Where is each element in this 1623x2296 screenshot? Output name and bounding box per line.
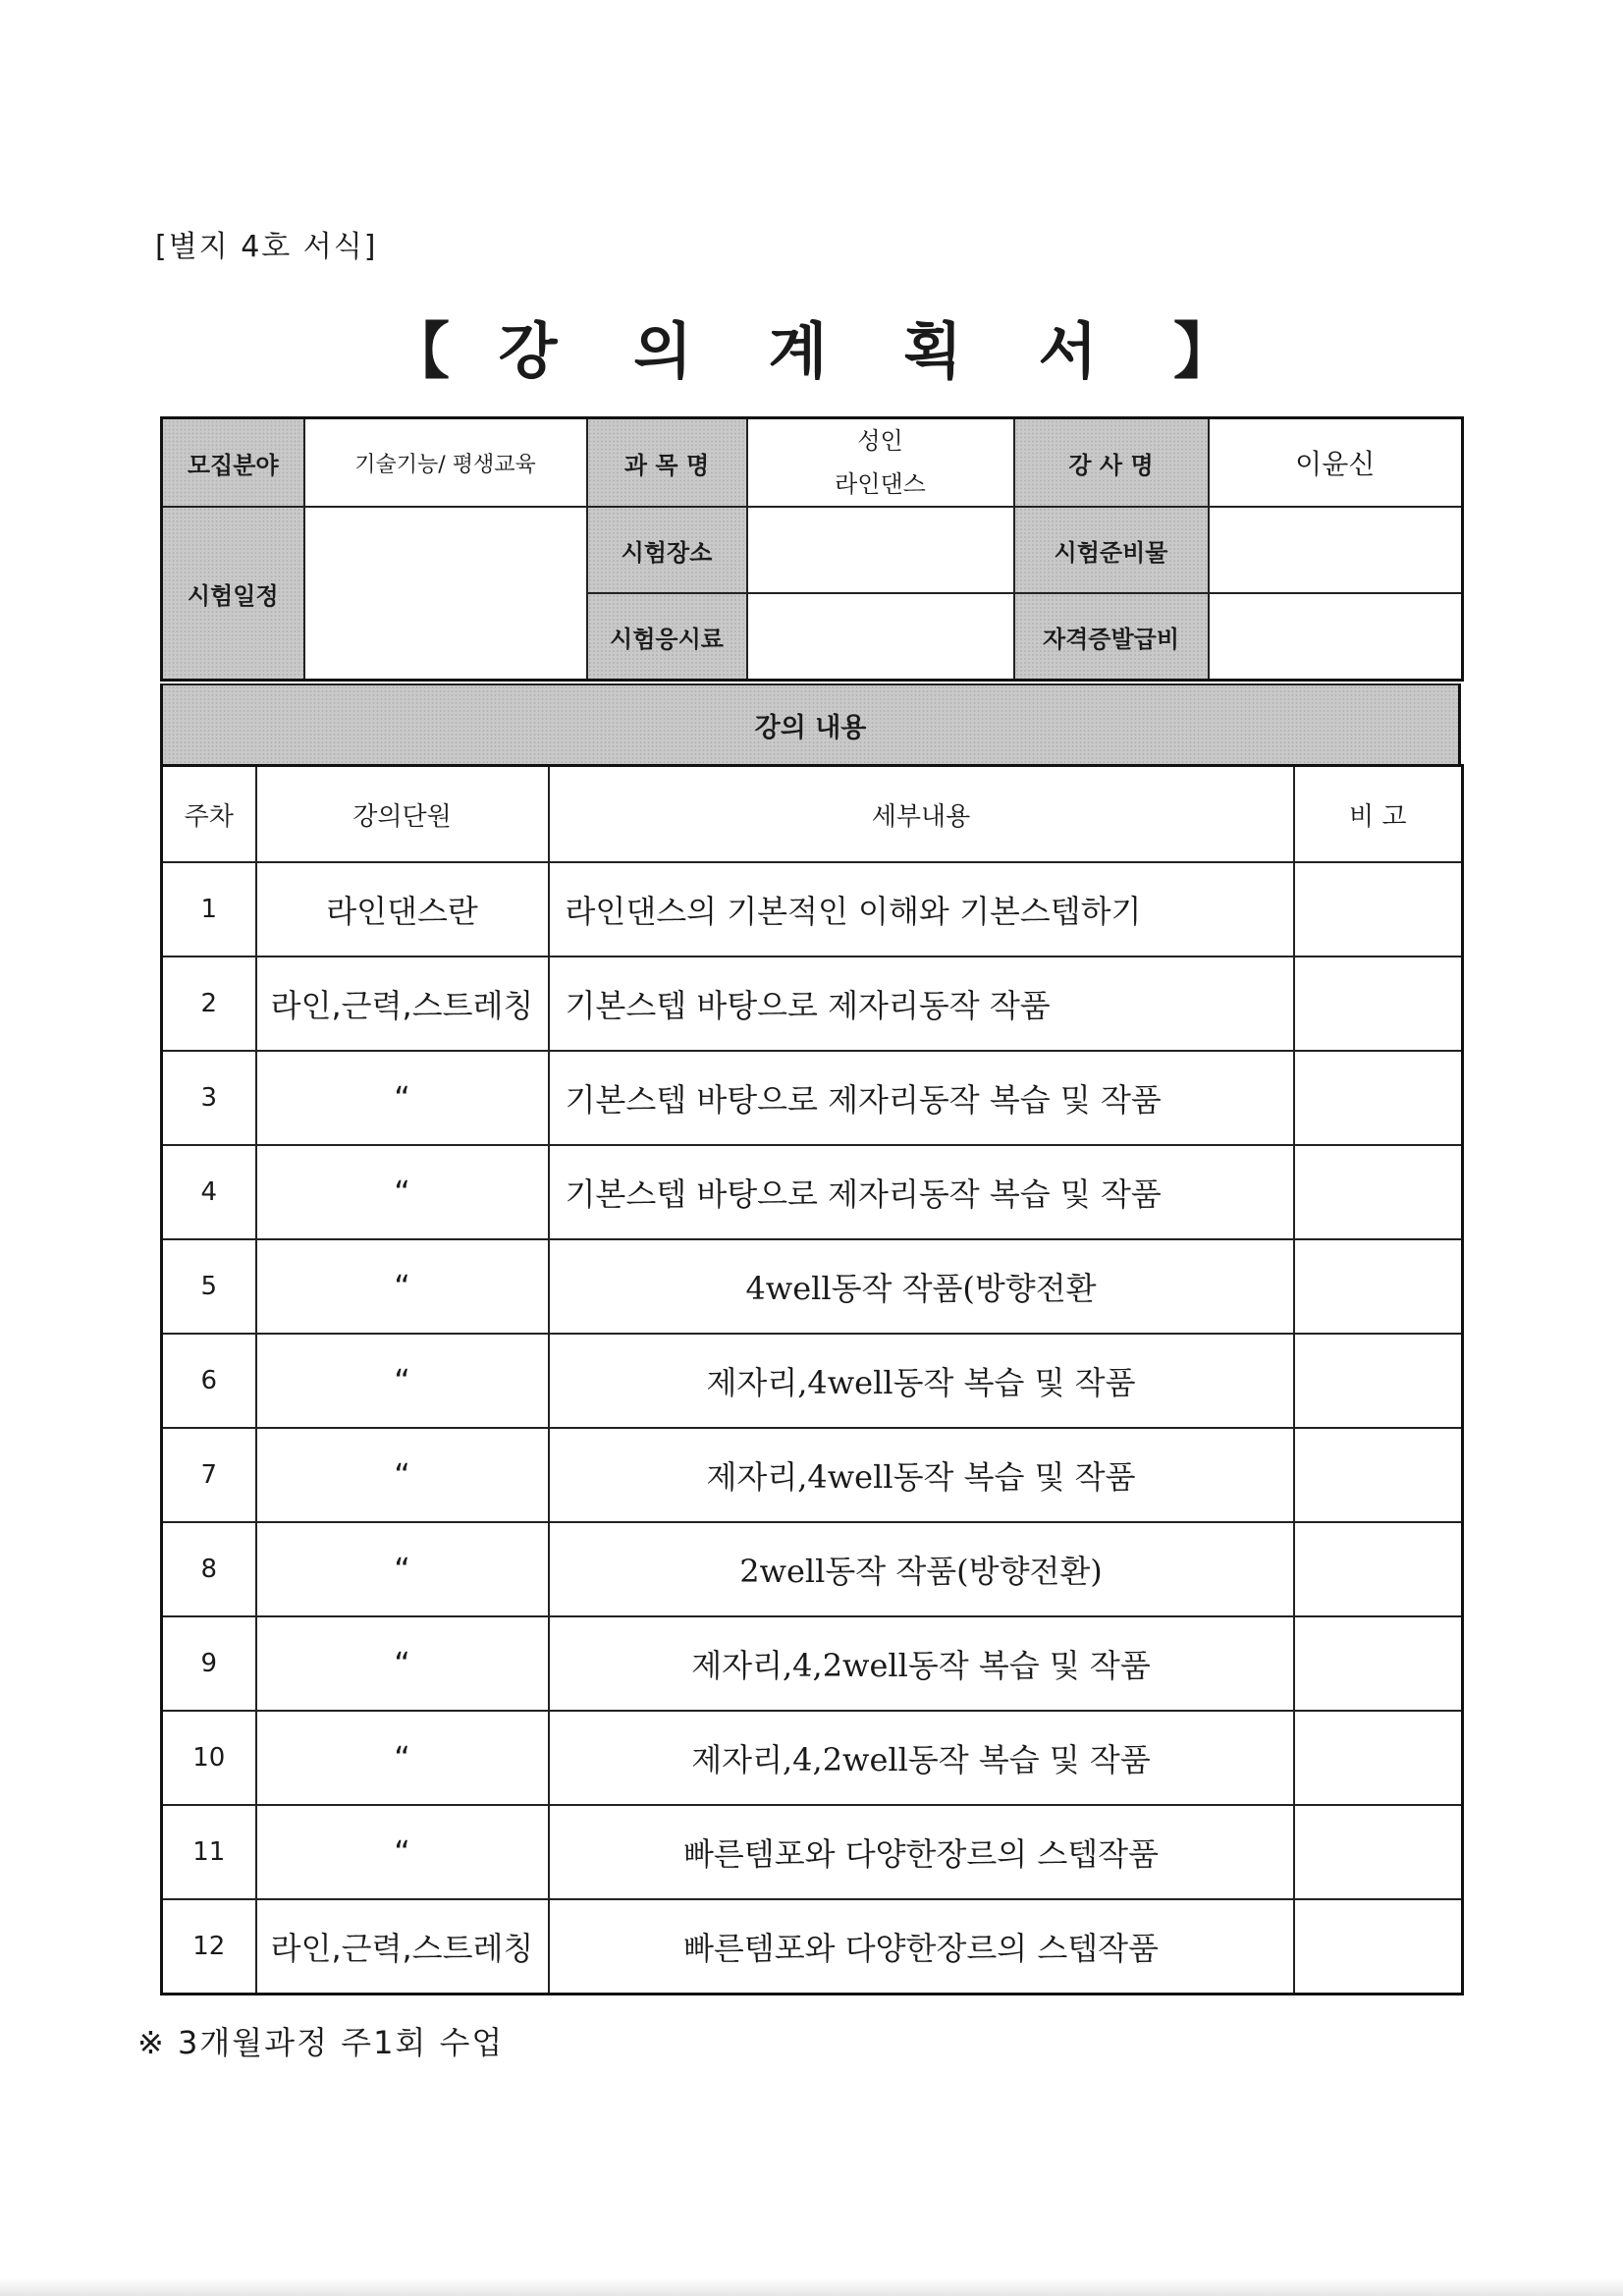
section-title: 강의 내용 [162, 684, 1460, 766]
header-detail: 세부내용 [549, 766, 1294, 863]
unit-cell: 라인댄스란 [256, 862, 549, 957]
detail-cell: 제자리,4,2well동작 복습 및 작품 [549, 1711, 1294, 1805]
recruit-field-value: 기술기능/ 평생교육 [304, 418, 587, 508]
note-cell [1294, 1522, 1463, 1616]
subject-value [747, 418, 1014, 508]
subject-label: 과 목 명 [587, 418, 747, 508]
exam-place-value [747, 507, 1014, 593]
unit-cell: “ [256, 1051, 549, 1145]
note-cell [1294, 1616, 1463, 1711]
week-cell: 8 [162, 1522, 256, 1616]
cert-fee-label: 자격증발급비 [1014, 593, 1209, 681]
instructor-value: 이윤신 [1209, 418, 1463, 508]
title-text: 강 의 계 획 서 [498, 315, 1125, 387]
table-row [162, 1899, 1463, 1995]
document-title [0, 302, 1623, 390]
footnote: ※ 3개월과정 주1회 수업 [137, 2024, 505, 2061]
section-header-table [160, 683, 1461, 767]
week-cell: 4 [162, 1145, 256, 1239]
title-close-bracket: 】 [1173, 315, 1235, 387]
course-info-table [160, 416, 1464, 682]
table-row [162, 1522, 1463, 1616]
detail-cell: 빠른템포와 다양한장르의 스텝작품 [549, 1805, 1294, 1899]
note-cell [1294, 1428, 1463, 1522]
note-cell [1294, 957, 1463, 1051]
unit-cell: 라인,근력,스트레칭 [256, 957, 549, 1051]
lecture-plan-table [160, 764, 1464, 1995]
table-row [162, 1239, 1463, 1334]
table-row [162, 1428, 1463, 1522]
detail-cell: 기본스텝 바탕으로 제자리동작 복습 및 작품 [549, 1145, 1294, 1239]
week-cell: 10 [162, 1711, 256, 1805]
week-cell: 5 [162, 1239, 256, 1334]
exam-schedule-label: 시험일정 [162, 507, 304, 681]
subject-value-line1: 성인 [857, 427, 903, 455]
table-row [162, 1616, 1463, 1711]
header-note: 비 고 [1294, 766, 1463, 863]
unit-cell: “ [256, 1239, 549, 1334]
cert-fee-value [1209, 593, 1463, 681]
instructor-label: 강 사 명 [1014, 418, 1209, 508]
table-row [162, 1051, 1463, 1145]
table-row [162, 862, 1463, 957]
title-open-bracket: 【 [388, 315, 450, 387]
detail-cell: 제자리,4well동작 복습 및 작품 [549, 1428, 1294, 1522]
week-cell: 1 [162, 862, 256, 957]
exam-fee-value [747, 593, 1014, 681]
note-cell [1294, 1239, 1463, 1334]
table-row [162, 957, 1463, 1051]
week-cell: 9 [162, 1616, 256, 1711]
note-cell [1294, 1805, 1463, 1899]
unit-cell: “ [256, 1334, 549, 1428]
detail-cell: 기본스텝 바탕으로 제자리동작 복습 및 작품 [549, 1051, 1294, 1145]
note-cell [1294, 862, 1463, 957]
unit-cell: “ [256, 1522, 549, 1616]
detail-cell: 2well동작 작품(방향전환) [549, 1522, 1294, 1616]
scan-edge-shadow [0, 2278, 1623, 2296]
detail-cell: 제자리,4,2well동작 복습 및 작품 [549, 1616, 1294, 1711]
form-number: [별지 4호 서식] [155, 230, 378, 264]
note-cell [1294, 1334, 1463, 1428]
plan-header-row [162, 766, 1463, 863]
detail-cell: 빠른템포와 다양한장르의 스텝작품 [549, 1899, 1294, 1995]
header-week: 주차 [162, 766, 256, 863]
week-cell: 11 [162, 1805, 256, 1899]
header-unit: 강의단원 [256, 766, 549, 863]
table-row [162, 1334, 1463, 1428]
note-cell [1294, 1051, 1463, 1145]
note-cell [1294, 1145, 1463, 1239]
detail-cell: 제자리,4well동작 복습 및 작품 [549, 1334, 1294, 1428]
detail-cell: 4well동작 작품(방향전환 [549, 1239, 1294, 1334]
week-cell: 12 [162, 1899, 256, 1995]
week-cell: 3 [162, 1051, 256, 1145]
week-cell: 7 [162, 1428, 256, 1522]
table-row [162, 1145, 1463, 1239]
unit-cell: “ [256, 1616, 549, 1711]
unit-cell: 라인,근력,스트레칭 [256, 1899, 549, 1995]
exam-place-label: 시험장소 [587, 507, 747, 593]
exam-prep-label: 시험준비물 [1014, 507, 1209, 593]
week-cell: 2 [162, 957, 256, 1051]
table-row [162, 1711, 1463, 1805]
note-cell [1294, 1899, 1463, 1995]
exam-fee-label: 시험응시료 [587, 593, 747, 681]
unit-cell: “ [256, 1145, 549, 1239]
week-cell: 6 [162, 1334, 256, 1428]
unit-cell: “ [256, 1428, 549, 1522]
detail-cell: 기본스텝 바탕으로 제자리동작 작품 [549, 957, 1294, 1051]
recruit-field-label: 모집분야 [162, 418, 304, 508]
unit-cell: “ [256, 1711, 549, 1805]
exam-schedule-value [304, 507, 587, 681]
unit-cell: “ [256, 1805, 549, 1899]
subject-value-line2: 라인댄스 [835, 470, 926, 498]
table-row [162, 1805, 1463, 1899]
note-cell [1294, 1711, 1463, 1805]
exam-prep-value [1209, 507, 1463, 593]
detail-cell: 라인댄스의 기본적인 이해와 기본스텝하기 [549, 862, 1294, 957]
